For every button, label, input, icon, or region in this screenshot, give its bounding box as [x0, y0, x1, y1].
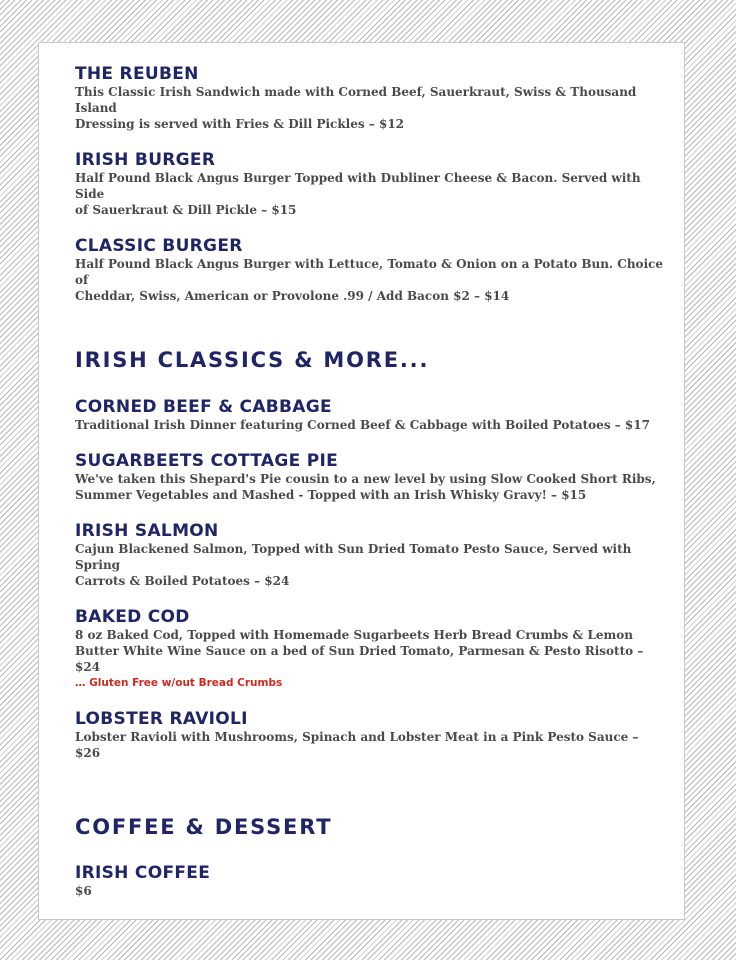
- item-title: CORNED BEEF & CABBAGE: [75, 397, 332, 417]
- item-description: Cajun Blackened Salmon, Topped with Sun Dried Tomato Pesto Sauce, Served with Spring Carrots & Boiled Potatoes – $24: [75, 542, 632, 588]
- item-title: THE REUBEN: [75, 64, 199, 84]
- item-description: Lobster Ravioli with Mushrooms, Spinach and Lobster Meat in a Pink Pesto Sauce – $26: [75, 730, 639, 760]
- menu-item-irish-coffee: [75, 863, 665, 899]
- gluten-free-note: … Gluten Free w/out Bread Crumbs: [75, 677, 283, 689]
- menu-content: [75, 64, 665, 917]
- menu-item-irish-burger: [75, 150, 665, 218]
- section-title-coffee-dessert: COFFEE & DESSERT: [75, 815, 333, 839]
- menu-item-baked-cod: [75, 607, 665, 691]
- menu-item-lobster-ravioli: [75, 709, 665, 761]
- item-title: IRISH BURGER: [75, 150, 216, 170]
- item-description: 8 oz Baked Cod, Topped with Homemade Sugarbeets Herb Bread Crumbs & Lemon Butter White Wine Sauce on a bed of Sun Dried Tomato, Parmesan & Pesto Risotto – $24: [75, 628, 644, 674]
- menu-item-sugarbeets-cottage-pie: [75, 451, 665, 503]
- item-title: IRISH SALMON: [75, 521, 219, 541]
- item-description: We've taken this Shepard's Pie cousin to a new level by using Slow Cooked Short Ribs, Summer Vegetables and Mashed - Topped with an Irish Whisky Gravy! – $15: [75, 472, 656, 502]
- menu-item-irish-salmon: [75, 521, 665, 589]
- menu-item-the-reuben: [75, 64, 665, 132]
- item-description: $6: [75, 884, 92, 898]
- item-title: LOBSTER RAVIOLI: [75, 709, 248, 729]
- section-title-irish-classics: IRISH CLASSICS & MORE...: [75, 348, 430, 372]
- item-description: Half Pound Black Angus Burger with Lettuce, Tomato & Onion on a Potato Bun. Choice of Cheddar, Swiss, American or Provolone .99 / Add Bacon $2 – $14: [75, 257, 664, 303]
- item-title: IRISH COFFEE: [75, 863, 211, 883]
- menu-item-corned-beef-cabbage: [75, 397, 665, 433]
- item-title: BAKED COD: [75, 607, 190, 627]
- item-title: SUGARBEETS COTTAGE PIE: [75, 451, 339, 471]
- item-title: CLASSIC BURGER: [75, 236, 243, 256]
- item-description: This Classic Irish Sandwich made with Corned Beef, Sauerkraut, Swiss & Thousand Island Dressing is served with Fries & Dill Pickles – $12: [75, 85, 637, 131]
- menu-item-classic-burger: [75, 236, 665, 304]
- item-description: Traditional Irish Dinner featuring Corned Beef & Cabbage with Boiled Potatoes – $17: [75, 418, 650, 432]
- item-description: Half Pound Black Angus Burger Topped with Dubliner Cheese & Bacon. Served with Side of Sauerkraut & Dill Pickle – $15: [75, 171, 641, 217]
